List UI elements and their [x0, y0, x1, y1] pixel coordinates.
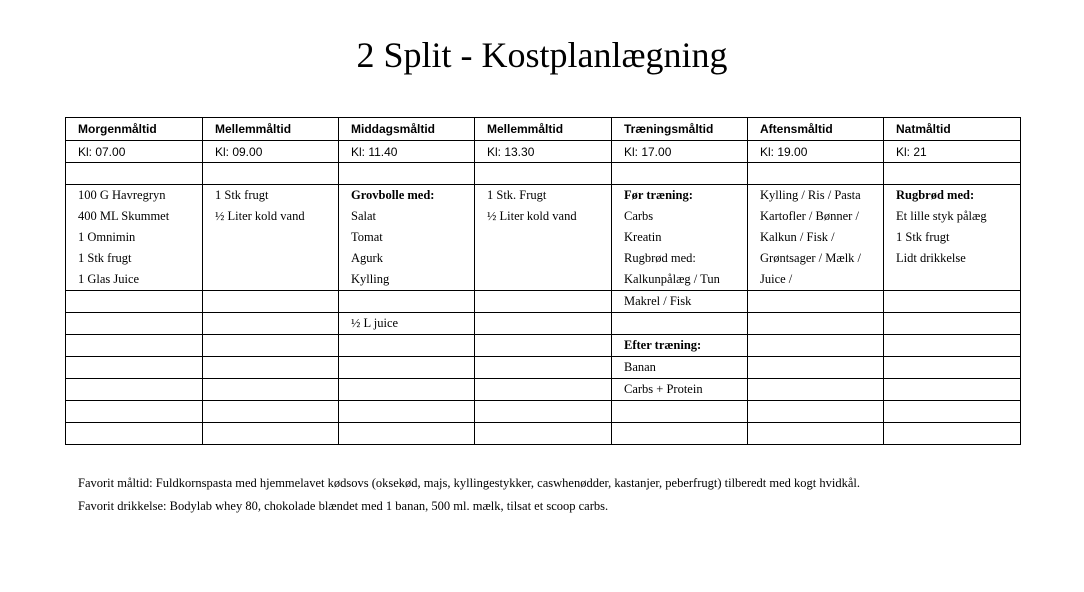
- table-cell: 1 Glas Juice: [66, 269, 203, 291]
- table-cell: [884, 357, 1021, 379]
- table-row: [66, 379, 1021, 401]
- meal-time: Kl: 11.40: [339, 141, 475, 163]
- table-cell: [612, 313, 748, 335]
- table-cell: 1 Stk frugt: [66, 248, 203, 269]
- meal-time: Kl: 07.00: [66, 141, 203, 163]
- table-cell: Kalkunpålæg / Tun: [612, 269, 748, 291]
- table-cell: Juice /: [748, 269, 884, 291]
- table-cell: [748, 423, 884, 445]
- table-cell: Kylling / Ris / Pasta: [748, 185, 884, 207]
- table-row: [66, 248, 1021, 269]
- table-cell: [66, 291, 203, 313]
- favorite-meal-text: Favorit måltid: Fuldkornspasta med hjemmelavet kødsovs (oksekød, majs, kyllingestykker, caswhenødder, kastanjer, peberfrugt) tilberedt med kogt hvidkål.: [78, 476, 861, 490]
- table-cell: ½ Liter kold vand: [475, 206, 612, 227]
- table-cell: [748, 313, 884, 335]
- table-cell: Grovbolle med:: [339, 185, 475, 207]
- table-cell: [475, 227, 612, 248]
- table-cell: [66, 335, 203, 357]
- table-cell: [339, 357, 475, 379]
- table-cell: [339, 423, 475, 445]
- table-cell: [884, 423, 1021, 445]
- table-cell: [475, 248, 612, 269]
- table-cell: Lidt drikkelse: [884, 248, 1021, 269]
- meal-time: Kl: 19.00: [748, 141, 884, 163]
- table-cell: [66, 379, 203, 401]
- table-cell: [612, 401, 748, 423]
- table-cell: [339, 291, 475, 313]
- table-row: [66, 269, 1021, 291]
- table-cell: 1 Omnimin: [66, 227, 203, 248]
- table-cell: [475, 357, 612, 379]
- table-cell: [475, 313, 612, 335]
- table-cell: [66, 401, 203, 423]
- table-cell: 1 Stk frugt: [203, 185, 339, 207]
- column-header: Aftensmåltid: [748, 118, 884, 141]
- meal-plan-table: [65, 117, 1021, 445]
- table-cell: [66, 313, 203, 335]
- spacer-row: [66, 163, 1021, 185]
- table-cell: [475, 423, 612, 445]
- table-cell: [339, 379, 475, 401]
- table-cell: Kreatin: [612, 227, 748, 248]
- table-cell: [884, 269, 1021, 291]
- table-row: [66, 357, 1021, 379]
- table-row: [66, 206, 1021, 227]
- table-cell: Tomat: [339, 227, 475, 248]
- time-row: [66, 141, 1021, 163]
- table-cell: Før træning:: [612, 185, 748, 207]
- table-cell: Banan: [612, 357, 748, 379]
- header-row: [66, 118, 1021, 141]
- table-cell: [475, 291, 612, 313]
- table-row: [66, 423, 1021, 445]
- table-cell: Efter træning:: [612, 335, 748, 357]
- table-cell: [748, 379, 884, 401]
- table-cell: [203, 269, 339, 291]
- table-row: [66, 335, 1021, 357]
- table-cell: 1 Stk frugt: [884, 227, 1021, 248]
- table-cell: [475, 335, 612, 357]
- table-row: [66, 313, 1021, 335]
- table-cell: [66, 357, 203, 379]
- table-cell: [475, 401, 612, 423]
- table-cell: [203, 335, 339, 357]
- meal-time: Kl: 17.00: [612, 141, 748, 163]
- table-cell: [748, 291, 884, 313]
- table-cell: [66, 423, 203, 445]
- table-cell: Salat: [339, 206, 475, 227]
- meal-time: Kl: 09.00: [203, 141, 339, 163]
- table-cell: [339, 335, 475, 357]
- table-cell: [475, 379, 612, 401]
- table-cell: Carbs: [612, 206, 748, 227]
- table-cell: Rugbrød med:: [612, 248, 748, 269]
- meal-time: Kl: 21: [884, 141, 1021, 163]
- column-header: Mellemmåltid: [203, 118, 339, 141]
- table-cell: Grøntsager / Mælk /: [748, 248, 884, 269]
- table-cell: [475, 269, 612, 291]
- column-header: Middagsmåltid: [339, 118, 475, 141]
- column-header: Natmåltid: [884, 118, 1021, 141]
- table-cell: Kalkun / Fisk /: [748, 227, 884, 248]
- table-cell: [203, 357, 339, 379]
- table-cell: [203, 401, 339, 423]
- meal-time: Kl: 13.30: [475, 141, 612, 163]
- table-row: [66, 227, 1021, 248]
- column-header: Morgenmåltid: [66, 118, 203, 141]
- table-cell: ½ Liter kold vand: [203, 206, 339, 227]
- table-cell: [203, 248, 339, 269]
- table-cell: [203, 423, 339, 445]
- table-cell: [203, 227, 339, 248]
- page-title: 2 Split - Kostplanlægning: [356, 35, 728, 75]
- table-row: [66, 401, 1021, 423]
- column-header: Træningsmåltid: [612, 118, 748, 141]
- table-cell: [884, 401, 1021, 423]
- table-cell: [203, 379, 339, 401]
- table-cell: [612, 423, 748, 445]
- table-cell: Agurk: [339, 248, 475, 269]
- table-cell: [884, 291, 1021, 313]
- favorite-drink-text: Favorit drikkelse: Bodylab whey 80, chokolade blændet med 1 banan, 500 ml. mælk, tilsat et scoop carbs.: [78, 499, 609, 513]
- table-cell: [884, 379, 1021, 401]
- table-cell: Kylling: [339, 269, 475, 291]
- table-cell: [748, 335, 884, 357]
- table-cell: Et lille styk pålæg: [884, 206, 1021, 227]
- table-row: [66, 185, 1021, 207]
- table-cell: Makrel / Fisk: [612, 291, 748, 313]
- table-cell: 100 G Havregryn: [66, 185, 203, 207]
- table-cell: 1 Stk. Frugt: [475, 185, 612, 207]
- table-cell: [339, 401, 475, 423]
- table-cell: 400 ML Skummet: [66, 206, 203, 227]
- table-row: [66, 291, 1021, 313]
- table-cell: Carbs + Protein: [612, 379, 748, 401]
- table-cell: [748, 401, 884, 423]
- table-cell: ½ L juice: [339, 313, 475, 335]
- table-cell: [884, 313, 1021, 335]
- column-header: Mellemmåltid: [475, 118, 612, 141]
- table-cell: [203, 291, 339, 313]
- table-cell: [203, 313, 339, 335]
- table-cell: [748, 357, 884, 379]
- table-cell: Rugbrød med:: [884, 185, 1021, 207]
- table-cell: Kartofler / Bønner /: [748, 206, 884, 227]
- table-cell: [884, 335, 1021, 357]
